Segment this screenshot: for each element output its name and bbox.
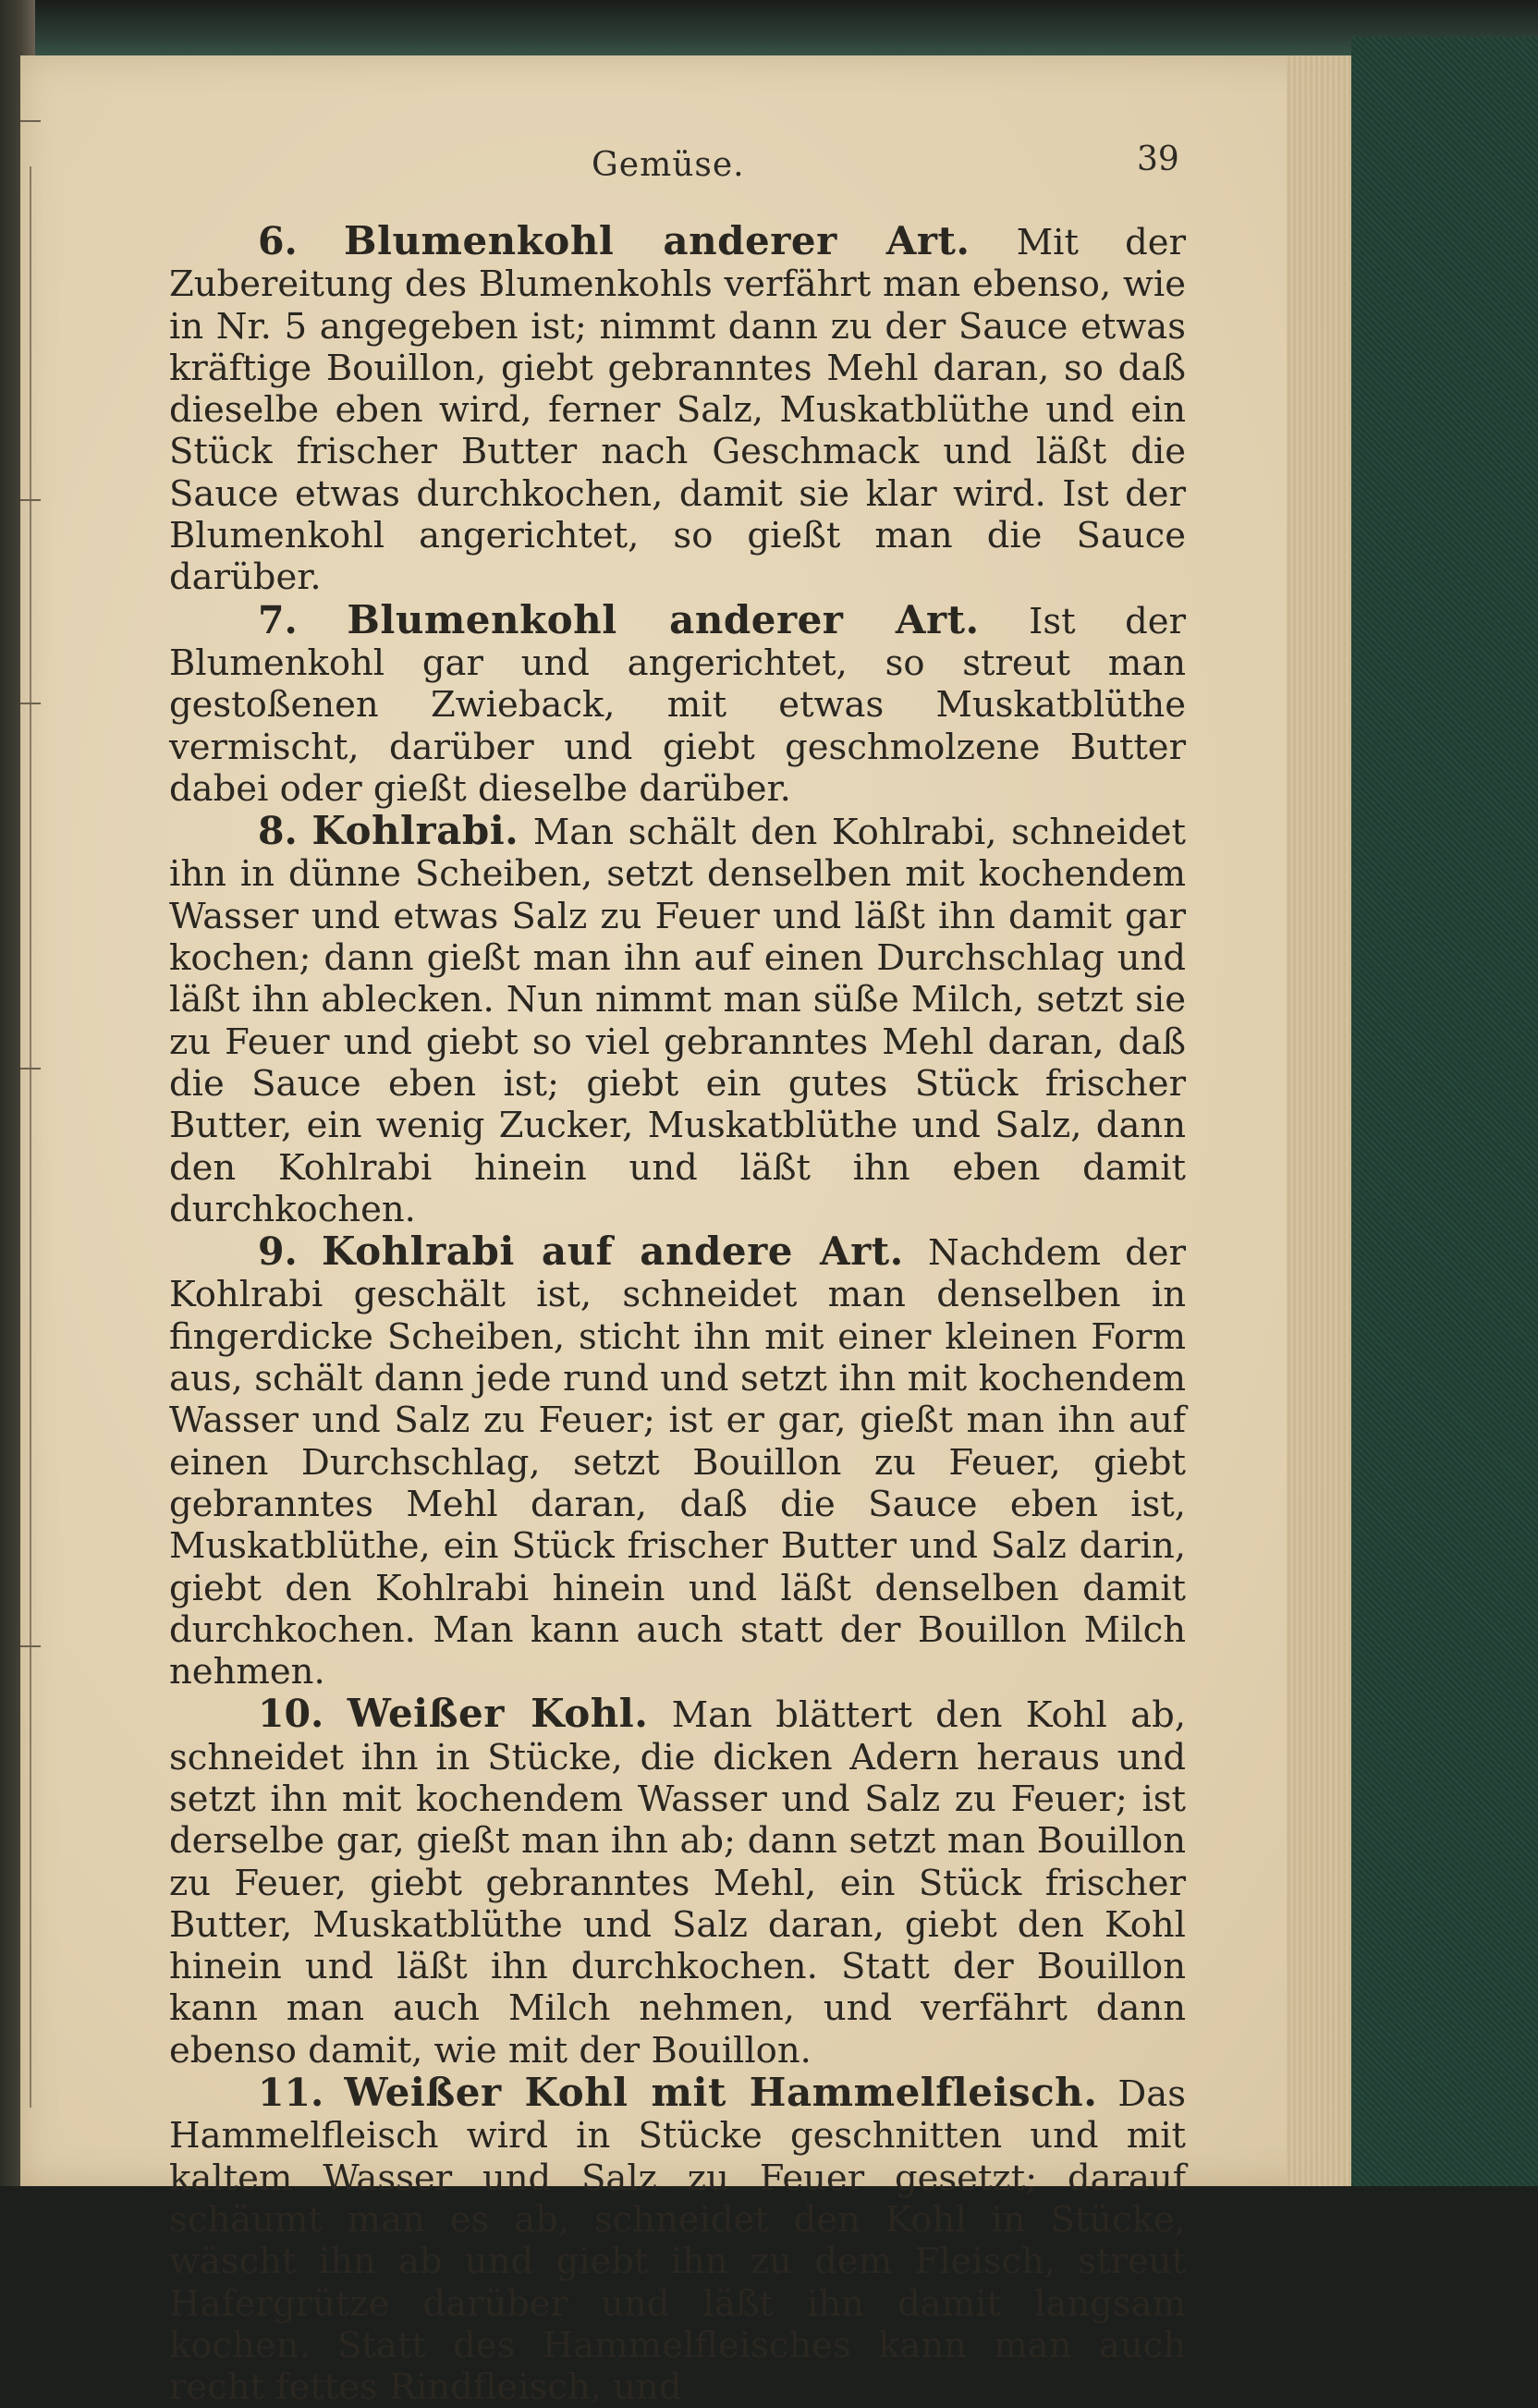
recipe-title: Blumenkohl anderer Art.: [344, 218, 970, 263]
book-cover-top: [0, 0, 1538, 55]
recipe-entry: [169, 2072, 1186, 2408]
recipe-entry: [169, 810, 1186, 1230]
recipe-body: Das Hammelfleisch wird in Stücke geschnitten und mit kaltem Wasser und Salz zu Feuer gesetzt; darauf schäumt man es ab, schneidet den Kohl in Stücke, wäscht ihn ab und giebt ihn zu dem Fleisch, streut Hafergrütze darüber und läßt ihn damit langsam kochen. Statt des Hammelfleisches kann man auch recht fettes Rindfleisch, und: [169, 2073, 1186, 2408]
recipe-entry: [169, 596, 1186, 810]
margin-tick: [20, 1645, 41, 1647]
recipe-title: Blumenkohl anderer Art.: [347, 596, 980, 642]
recipe-entry: [169, 220, 1186, 599]
margin-tick: [20, 499, 41, 501]
margin-marks: [20, 55, 57, 2186]
recipe-body: Man schält den Kohlrabi, schneidet ihn in dünne Scheiben, setzt denselben mit kochendem Wasser und etwas Salz zu Feuer und läßt ihn damit gar kochen; dann gießt man ihn auf einen Durchschlag und läßt ihn ablecken. Nun nimmt man süße Milch, setzt sie zu Feuer und giebt so viel gebranntes Mehl daran, daß die Sauce eben ist; giebt ein gutes Stück frischer Butter, ein wenig Zucker, Muskatblüthe und Salz, dann den Kohlrabi hinein und läßt ihn eben damit durchkochen.: [169, 812, 1186, 1230]
margin-line: [30, 166, 31, 2108]
recipe-entry: [169, 1693, 1186, 2072]
recipe-body: Mit der Zubereitung des Blumenkohls verfährt man ebenso, wie in Nr. 5 angegeben ist; nimmt dann zu der Sauce etwas kräftige Bouillon, giebt gebranntes Mehl daran, so daß dieselbe eben wird, ferner Salz, Muskatblüthe und ein Stück frischer Butter nach Geschmack und läßt die Sauce etwas durchkochen, damit sie klar wird. Ist der Blumenkohl angerichtet, so gießt man die Sauce darüber.: [169, 222, 1186, 599]
recipe-entry: [169, 1230, 1186, 1693]
margin-tick: [20, 1068, 41, 1070]
page-edges: [1287, 55, 1351, 2186]
recipe-title: Weißer Kohl mit Hammelfleisch.: [344, 2070, 1098, 2116]
recipe-body: Nachdem der Kohlrabi geschält ist, schneidet man denselben in fingerdicke Scheiben, sticht ihn mit einer kleinen Form aus, schält dann jede rund und setzt ihn mit kochendem Wasser und Salz zu Feuer; ist er gar, gießt man ihn auf einen Durchschlag, setzt Bouillon zu Feuer, giebt gebranntes Mehl daran, daß die Sauce eben ist, Muskatblüthe, ein Stück frischer Butter und Salz darin, giebt den Kohlrabi hinein und läßt denselben damit durchkochen. Man kann auch statt der Bouillon Milch nehmen.: [169, 1232, 1186, 1693]
margin-tick: [20, 703, 41, 704]
recipe-number: 7.: [258, 597, 298, 642]
recipe-title: Kohlrabi.: [311, 808, 519, 854]
recipe-text: [169, 220, 1186, 2408]
recipe-number: 10.: [258, 1692, 324, 1737]
book-cover-right: [1351, 37, 1538, 2186]
recipe-title: Weißer Kohl.: [347, 1691, 649, 1737]
page-number: 39: [1137, 141, 1179, 178]
recipe-body: Man blättert den Kohl ab, schneidet ihn in Stücke, die dicken Adern heraus und setzt ihn mit kochendem Wasser und Salz zu Feuer; ist derselbe gar, gießt man ihn ab; dann setzt man Bouillon zu Feuer, giebt gebranntes Mehl, ein Stück frischer Butter, Muskatblüthe und Salz daran, giebt den Kohl hinein und läßt ihn durchkochen. Statt der Bouillon kann man auch Milch nehmen, und verfährt dann ebenso damit, wie mit der Bouillon.: [169, 1694, 1186, 2072]
margin-tick: [20, 120, 41, 122]
recipe-title: Kohlrabi auf andere Art.: [322, 1228, 904, 1275]
recipe-number: 8.: [258, 809, 298, 854]
recipe-number: 11.: [258, 2071, 324, 2116]
recipe-body: Ist der Blumenkohl gar und angerichtet, so streut man gestoßenen Zwieback, mit etwas Muskatblüthe vermischt, darüber und giebt geschmolzene Butter dabei oder gießt dieselbe darüber.: [169, 600, 1186, 810]
running-head: Gemüse.: [592, 146, 745, 184]
recipe-number: 9.: [258, 1229, 298, 1275]
recipe-number: 6.: [258, 219, 298, 263]
